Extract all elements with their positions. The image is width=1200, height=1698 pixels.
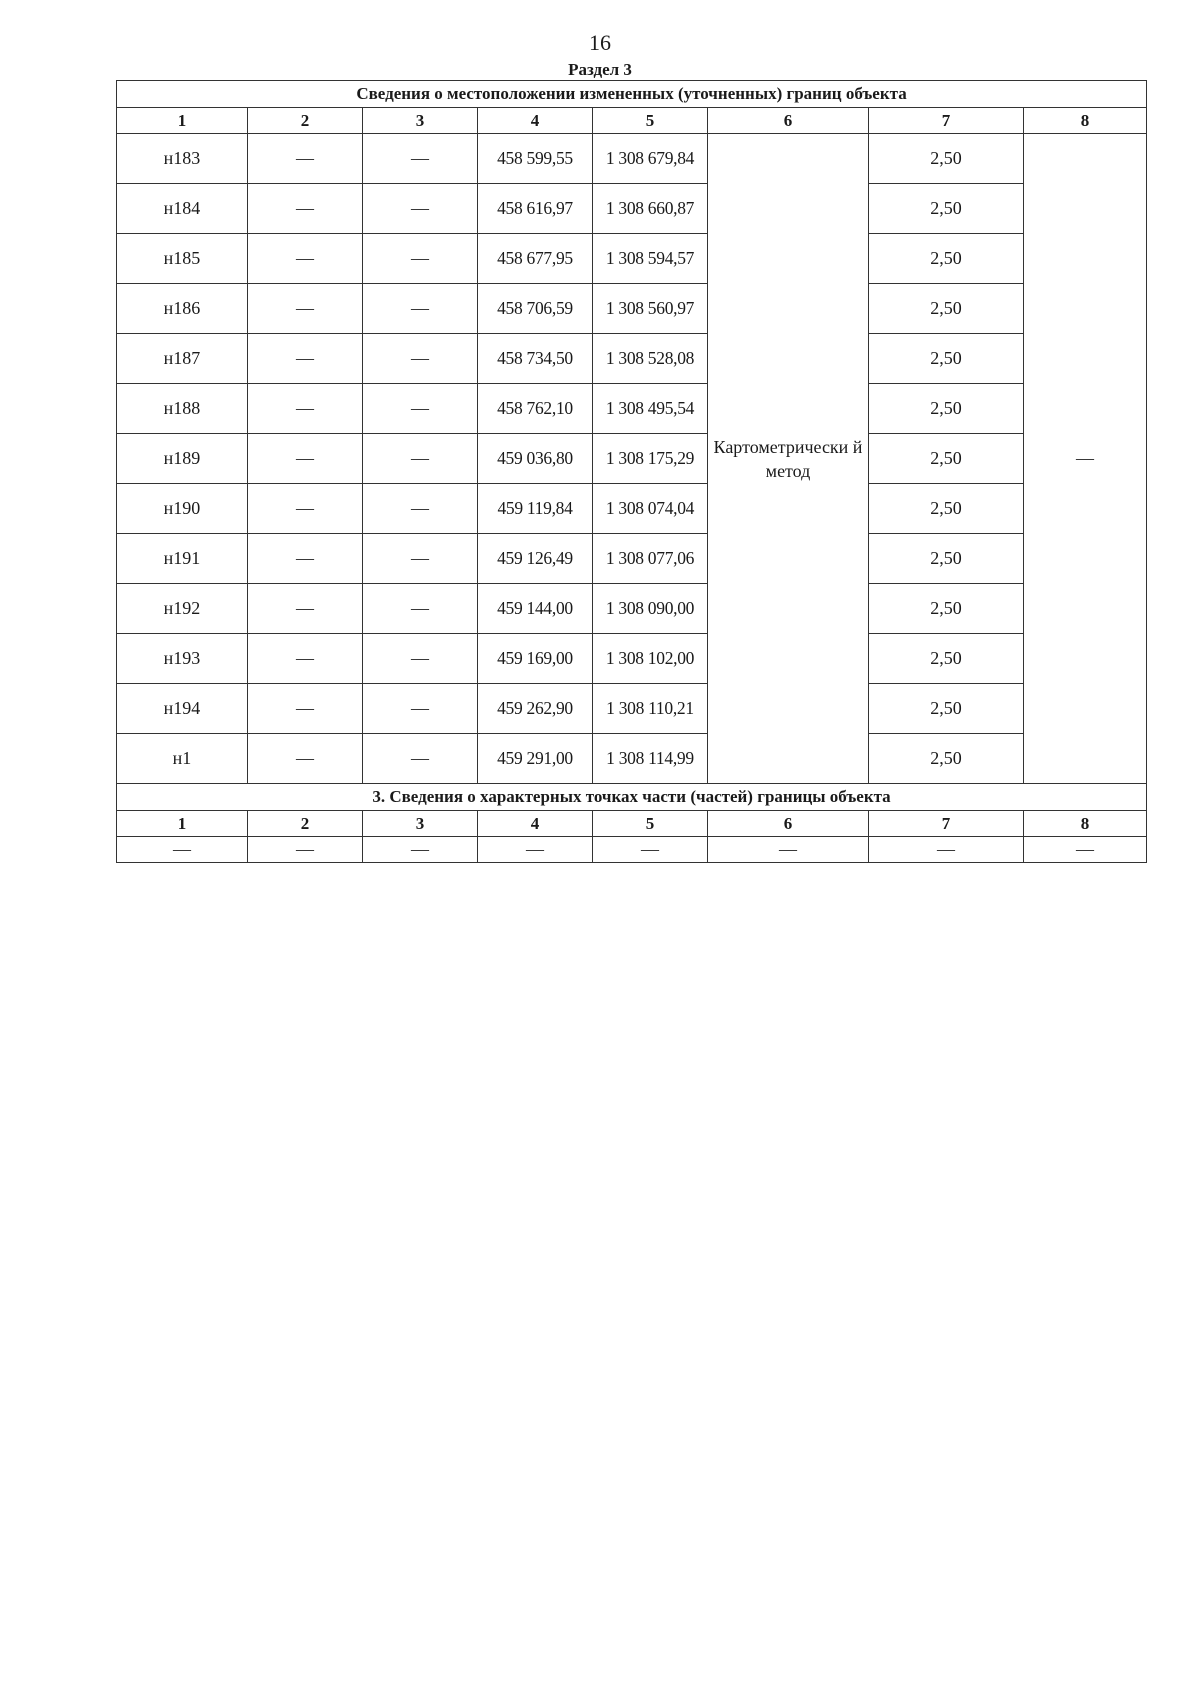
- cell-col3: —: [363, 384, 478, 434]
- cell-col2: —: [248, 484, 363, 534]
- table-row: [117, 234, 1147, 284]
- cell-col3: —: [363, 484, 478, 534]
- column-number: 7: [869, 811, 1024, 837]
- coord-x: 458 762,10: [478, 384, 593, 434]
- cell-col2: —: [248, 234, 363, 284]
- cell-col2: —: [248, 134, 363, 184]
- coord-y: 1 308 114,99: [593, 734, 708, 784]
- accuracy-value: 2,50: [869, 284, 1024, 334]
- coord-x: 459 291,00: [478, 734, 593, 784]
- subsection-empty-row: [117, 837, 1147, 863]
- point-name: н194: [117, 684, 248, 734]
- point-name: н185: [117, 234, 248, 284]
- accuracy-value: 2,50: [869, 384, 1024, 434]
- coord-x: 458 706,59: [478, 284, 593, 334]
- coord-x: 459 262,90: [478, 684, 593, 734]
- coord-x: 459 126,49: [478, 534, 593, 584]
- table-row: [117, 634, 1147, 684]
- empty-cell: —: [869, 837, 1024, 863]
- cell-col3: —: [363, 184, 478, 234]
- coord-y: 1 308 660,87: [593, 184, 708, 234]
- column-number: 3: [363, 811, 478, 837]
- accuracy-value: 2,50: [869, 334, 1024, 384]
- accuracy-value: 2,50: [869, 684, 1024, 734]
- coord-x: 458 616,97: [478, 184, 593, 234]
- coord-y: 1 308 528,08: [593, 334, 708, 384]
- column-number: 5: [593, 108, 708, 134]
- coord-x: 459 036,80: [478, 434, 593, 484]
- method-cell: Картометрически й метод: [708, 134, 869, 784]
- accuracy-value: 2,50: [869, 184, 1024, 234]
- boundary-table: [116, 80, 1147, 863]
- cell-col2: —: [248, 634, 363, 684]
- table-row: [117, 284, 1147, 334]
- column-number: 5: [593, 811, 708, 837]
- point-name: н191: [117, 534, 248, 584]
- coord-x: 459 119,84: [478, 484, 593, 534]
- column-number: 1: [117, 811, 248, 837]
- cell-col3: —: [363, 134, 478, 184]
- table-row: [117, 534, 1147, 584]
- cell-col2: —: [248, 184, 363, 234]
- table-row: [117, 484, 1147, 534]
- point-name: н192: [117, 584, 248, 634]
- cell-col3: —: [363, 584, 478, 634]
- coord-y: 1 308 679,84: [593, 134, 708, 184]
- column8-cell: —: [1024, 134, 1147, 784]
- accuracy-value: 2,50: [869, 134, 1024, 184]
- column-number: 4: [478, 811, 593, 837]
- cell-col2: —: [248, 384, 363, 434]
- column-number: 7: [869, 108, 1024, 134]
- cell-col2: —: [248, 284, 363, 334]
- accuracy-value: 2,50: [869, 234, 1024, 284]
- subsection-column-number-row: [117, 811, 1147, 837]
- table-row: [117, 684, 1147, 734]
- table-row: [117, 134, 1147, 184]
- coord-x: 458 734,50: [478, 334, 593, 384]
- column-number: 8: [1024, 811, 1147, 837]
- coord-y: 1 308 102,00: [593, 634, 708, 684]
- point-name: н184: [117, 184, 248, 234]
- column-number: 6: [708, 811, 869, 837]
- cell-col3: —: [363, 634, 478, 684]
- column-number: 3: [363, 108, 478, 134]
- point-name: н186: [117, 284, 248, 334]
- coord-y: 1 308 110,21: [593, 684, 708, 734]
- cell-col2: —: [248, 734, 363, 784]
- cell-col2: —: [248, 334, 363, 384]
- table-row: [117, 184, 1147, 234]
- table-caption-row: [117, 81, 1147, 108]
- cell-col2: —: [248, 584, 363, 634]
- table-row: [117, 434, 1147, 484]
- column-number: 1: [117, 108, 248, 134]
- cell-col3: —: [363, 234, 478, 284]
- point-name: н1: [117, 734, 248, 784]
- point-name: н189: [117, 434, 248, 484]
- subsection-caption: 3. Сведения о характерных точках части (частей) границы объекта: [117, 784, 1147, 811]
- coord-y: 1 308 594,57: [593, 234, 708, 284]
- empty-cell: —: [363, 837, 478, 863]
- column-number: 2: [248, 108, 363, 134]
- point-name: н190: [117, 484, 248, 534]
- accuracy-value: 2,50: [869, 584, 1024, 634]
- cell-col3: —: [363, 284, 478, 334]
- cell-col3: —: [363, 684, 478, 734]
- coord-x: 459 144,00: [478, 584, 593, 634]
- table-caption: Сведения о местоположении измененных (уточненных) границ объекта: [117, 81, 1147, 108]
- table-row: [117, 584, 1147, 634]
- cell-col3: —: [363, 534, 478, 584]
- subsection-caption-row: [117, 784, 1147, 811]
- cell-col3: —: [363, 434, 478, 484]
- accuracy-value: 2,50: [869, 634, 1024, 684]
- point-name: н187: [117, 334, 248, 384]
- coord-x: 458 677,95: [478, 234, 593, 284]
- coord-y: 1 308 077,06: [593, 534, 708, 584]
- empty-cell: —: [1024, 837, 1147, 863]
- point-name: н183: [117, 134, 248, 184]
- table-row: [117, 734, 1147, 784]
- table-row: [117, 334, 1147, 384]
- empty-cell: —: [117, 837, 248, 863]
- coord-x: 459 169,00: [478, 634, 593, 684]
- cell-col2: —: [248, 534, 363, 584]
- cell-col2: —: [248, 434, 363, 484]
- coord-y: 1 308 560,97: [593, 284, 708, 334]
- cell-col3: —: [363, 734, 478, 784]
- empty-cell: —: [708, 837, 869, 863]
- column-number: 8: [1024, 108, 1147, 134]
- page-number: 16: [589, 30, 611, 55]
- coord-y: 1 308 090,00: [593, 584, 708, 634]
- empty-cell: —: [478, 837, 593, 863]
- point-name: н193: [117, 634, 248, 684]
- accuracy-value: 2,50: [869, 484, 1024, 534]
- accuracy-value: 2,50: [869, 734, 1024, 784]
- accuracy-value: 2,50: [869, 534, 1024, 584]
- column-number: 2: [248, 811, 363, 837]
- coord-y: 1 308 074,04: [593, 484, 708, 534]
- empty-cell: —: [593, 837, 708, 863]
- coord-x: 458 599,55: [478, 134, 593, 184]
- cell-col2: —: [248, 684, 363, 734]
- column-number-row: [117, 108, 1147, 134]
- empty-cell: —: [248, 837, 363, 863]
- section-title: Раздел 3: [568, 60, 632, 79]
- column-number: 6: [708, 108, 869, 134]
- accuracy-value: 2,50: [869, 434, 1024, 484]
- cell-col3: —: [363, 334, 478, 384]
- point-name: н188: [117, 384, 248, 434]
- table-row: [117, 384, 1147, 434]
- coord-y: 1 308 495,54: [593, 384, 708, 434]
- coord-y: 1 308 175,29: [593, 434, 708, 484]
- column-number: 4: [478, 108, 593, 134]
